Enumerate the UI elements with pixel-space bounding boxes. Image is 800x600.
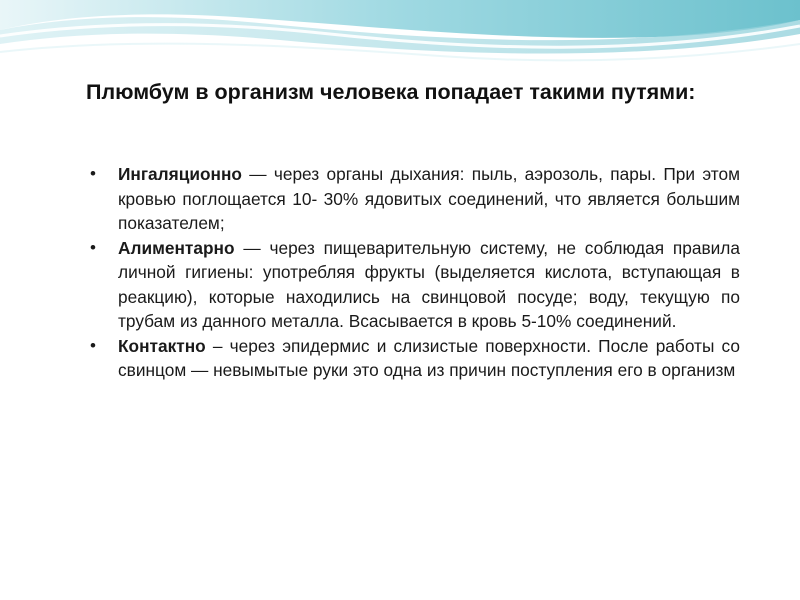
bullet-icon: • (90, 335, 96, 355)
bullet-term: Алиментарно (118, 237, 235, 258)
wave-header-decoration (0, 0, 800, 75)
bullet-text: — через органы дыхания: пыль, аэрозоль, пары. При этом кровью поглощается 10- 30% ядовитых соединений, что является большим показателем; (118, 164, 740, 233)
bullet-item-contact (90, 334, 740, 383)
bullet-list (90, 162, 740, 383)
slide-content (90, 162, 740, 383)
slide-title: Плюмбум в организм человека попадает такими путями: (86, 80, 696, 104)
bullet-item-inhalation (90, 162, 740, 236)
bullet-text: – через эпидермис и слизистые поверхности. После работы со свинцом — невымытые руки это одна из причин поступления его в организм (118, 335, 740, 380)
bullet-item-alimentary (90, 236, 740, 334)
bullet-term: Контактно (118, 335, 206, 356)
bullet-term: Ингаляционно (118, 164, 242, 184)
bullet-text: — через пищеварительную систему, не соблюдая правила личной гигиены: употребляя фрукты (выделяется кислота, вступающая в реакцию), которые находились на свинцовой посуде; воду, текущую по трубам из данного металла. Всасывается в кровь 5-10% соединений. (118, 237, 740, 331)
bullet-icon: • (90, 237, 96, 257)
bullet-icon: • (90, 164, 96, 183)
